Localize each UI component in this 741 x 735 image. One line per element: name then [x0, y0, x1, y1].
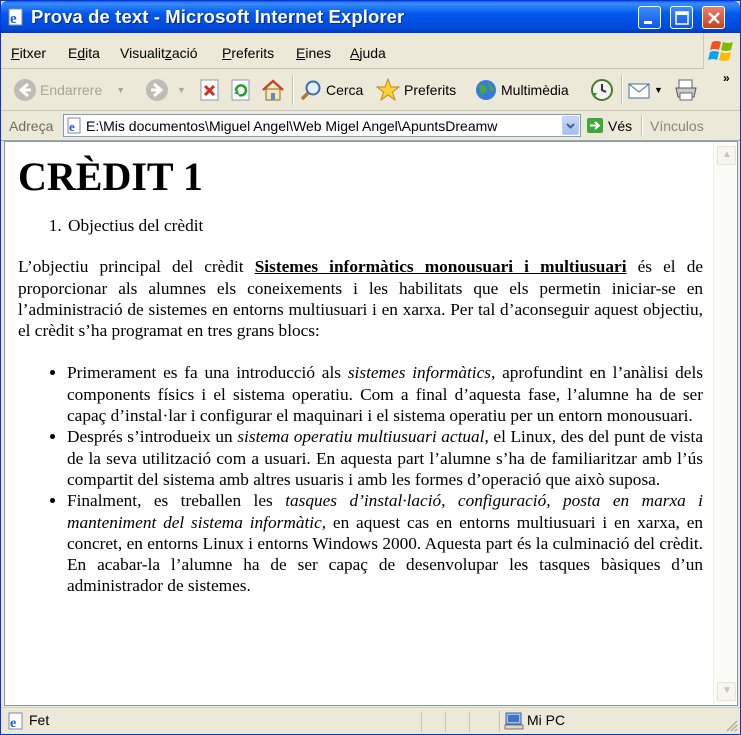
- stop-icon: [199, 78, 221, 102]
- address-label: Adreça: [9, 118, 54, 134]
- menu-tools[interactable]: Eines: [296, 45, 332, 61]
- chevron-down-icon: ▼: [722, 685, 732, 696]
- history-clock-icon: [589, 78, 615, 102]
- zone-text: Mi PC: [527, 712, 566, 728]
- stop-button[interactable]: [199, 77, 221, 103]
- search-button[interactable]: [299, 77, 363, 103]
- home-button[interactable]: [260, 77, 286, 103]
- media-button[interactable]: [474, 77, 569, 103]
- go-arrow-icon: [586, 117, 604, 134]
- status-pane: [469, 711, 499, 732]
- svg-text:e: e: [69, 119, 75, 134]
- status-pane: [421, 711, 445, 732]
- back-dropdown-icon[interactable]: ▼: [116, 85, 126, 95]
- media-label: Multimèdia: [501, 82, 569, 98]
- ordered-list: [66, 215, 703, 236]
- title-bar[interactable]: [1, 1, 740, 33]
- windows-logo-icon: [703, 33, 740, 69]
- go-label: Vés: [608, 117, 633, 134]
- toolbar-separator: [292, 75, 293, 105]
- status-pane: [445, 711, 469, 732]
- window-title: Prova de text - Microsoft Internet Explorer: [31, 6, 405, 27]
- list-item: 1. Objectius del crèdit: [66, 215, 703, 236]
- favorites-label: Preferits: [404, 82, 457, 98]
- back-button[interactable]: [13, 77, 125, 103]
- links-label[interactable]: Vínculos: [650, 118, 704, 134]
- content-viewport[interactable]: [4, 141, 738, 706]
- vertical-scrollbar[interactable]: [713, 142, 737, 705]
- favorites-button[interactable]: [375, 77, 456, 103]
- menu-favorites[interactable]: Preferits: [222, 45, 275, 61]
- address-input[interactable]: [63, 114, 581, 137]
- address-value: E:\Mis documentos\Miguel Angel\Web Migel Angel\ApuntsDreamw: [86, 118, 498, 134]
- history-button[interactable]: [589, 77, 615, 103]
- ie-page-icon: [7, 8, 25, 26]
- zone-pane: [499, 711, 721, 732]
- page-icon: [7, 712, 25, 730]
- go-button[interactable]: [586, 117, 632, 134]
- scroll-down-button[interactable]: [717, 682, 736, 701]
- bullet-list: [67, 362, 703, 596]
- menu-edit[interactable]: Edita: [68, 45, 100, 61]
- forward-button[interactable]: [145, 77, 186, 103]
- media-globe-icon: [474, 78, 498, 102]
- document-body: [18, 154, 703, 597]
- refresh-icon: [230, 78, 252, 102]
- menu-help[interactable]: Ajuda: [350, 45, 386, 61]
- list-item: • Finalment, es treballen les tasques d’instal·lació, configuració, posta en marxa i manteniment del sistema informàtic, en aquest cas en entorns multiusuari i en xarxa, en concret, en entorns Linux i entorns Windows 2000. Aquesta part és la culminació del crèdit. En acabar-la l’alumne ha de ser capaç de desenvolupar les tasques bàsiques d’un administrador de sistemes.: [67, 490, 703, 596]
- mail-button[interactable]: [627, 77, 663, 103]
- address-bar: [1, 111, 740, 141]
- printer-icon: [673, 78, 699, 102]
- search-icon: [299, 78, 323, 102]
- status-bar: [1, 707, 740, 734]
- close-button[interactable]: [702, 6, 725, 29]
- toolbar-chevron-icon[interactable]: »: [723, 71, 730, 85]
- document-heading: CRÈDIT 1: [18, 154, 203, 199]
- svg-text:e: e: [10, 716, 17, 730]
- mail-dropdown-icon[interactable]: ▼: [654, 85, 663, 95]
- intro-paragraph: L’objectiu principal del crèdit Sistemes informàtics monousuari i multiusuari és el de proporcionar als alumnes els coneixements i les habilitats que els permetin iniciar-se en l’administració de sistemes en entorns multiusuari i en xarxa. Per tal d’aconseguir aquest objectiu, el crèdit s’ha programat en tres grans blocs:: [18, 257, 704, 341]
- links-separator: [641, 115, 642, 137]
- refresh-button[interactable]: [230, 77, 252, 103]
- list-item: • Primerament es fa una introducció als sistemes informàtics, aprofundint en l’anàlisi dels components físics i el sistema operatiu. Com a final d’aquesta fase, l’alumne ha de ser capaç d’instal·lar i configurar el maquinari i el sistema operatiu per un entorn monousuari.: [67, 362, 703, 426]
- search-label: Cerca: [326, 82, 364, 98]
- credit-name: Sistemes informàtics monousuari i multiusuari: [254, 257, 627, 277]
- back-arrow-icon: [13, 78, 37, 102]
- forward-dropdown-icon[interactable]: ▼: [177, 85, 186, 95]
- print-button[interactable]: [673, 77, 699, 103]
- chevron-up-icon: ▲: [722, 149, 732, 160]
- chevron-down-icon: [563, 117, 578, 134]
- menu-view[interactable]: Visualització: [120, 45, 198, 61]
- minimize-button[interactable]: [638, 6, 661, 29]
- favorites-star-icon: [375, 78, 401, 102]
- address-dropdown-button[interactable]: [562, 116, 579, 135]
- home-icon: [260, 78, 286, 102]
- menu-bar: [1, 33, 740, 69]
- resize-grip-icon[interactable]: [726, 720, 738, 732]
- back-label: Endarrere: [40, 82, 103, 98]
- svg-text:e: e: [10, 11, 17, 26]
- page-icon: [67, 117, 83, 134]
- menu-file[interactable]: Fitxer: [11, 45, 47, 61]
- scroll-up-button[interactable]: [717, 146, 736, 165]
- mail-envelope-icon: [627, 78, 653, 102]
- toolbar-separator: [621, 75, 622, 105]
- my-computer-icon: [504, 712, 524, 730]
- standard-toolbar: [1, 69, 740, 111]
- forward-arrow-icon: [145, 78, 169, 102]
- status-text: Fet: [29, 712, 50, 728]
- maximize-button[interactable]: [670, 6, 693, 29]
- list-item: • Després s’introdueix un sistema operatiu multiusuari actual, el Linux, des del punt de vista de la seva utilització com a usuari. En aquesta part l’alumne s’ha de familiaritzar amb l’ús compartit del sistema amb altres usuaris i amb les formes d’operació que això suposa.: [67, 426, 703, 490]
